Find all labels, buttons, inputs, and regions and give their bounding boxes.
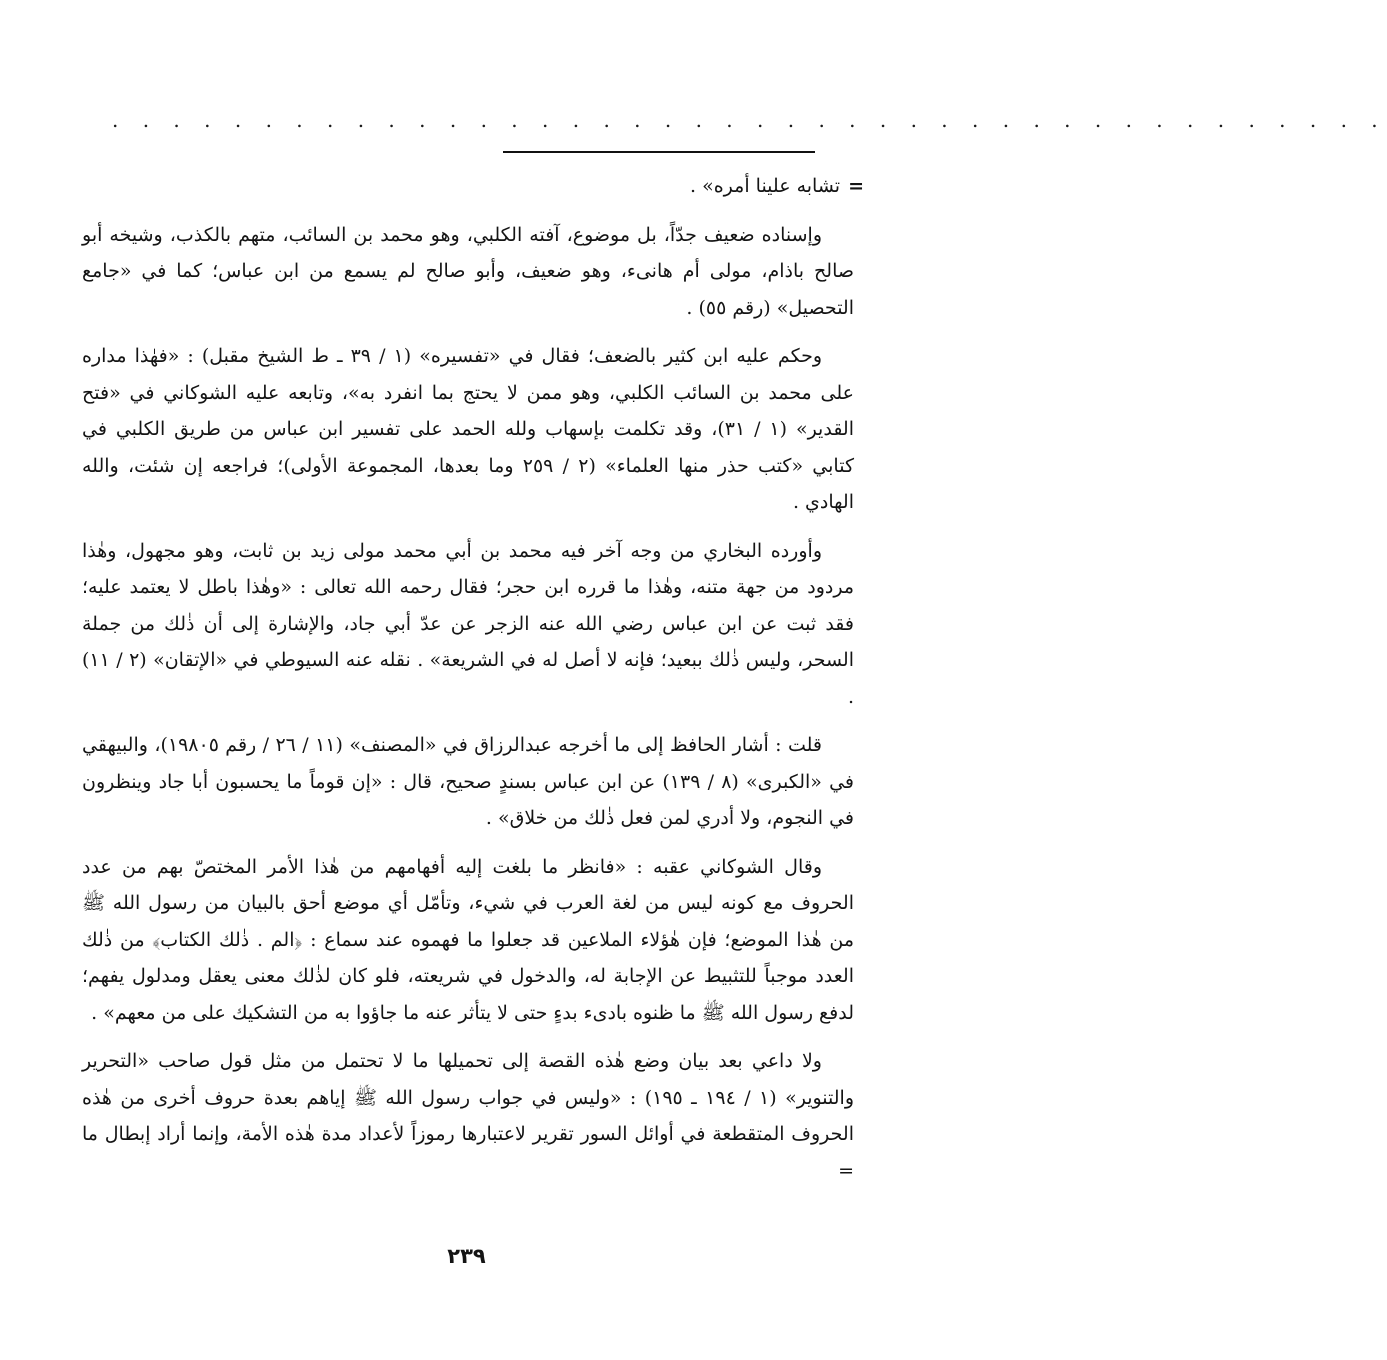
paragraph-bukhari: وأورده البخاري من وجه آخر فيه محمد بن أبي محمد مولى زيد بن ثابت، وهو مجهول، وهٰذا مردود من جهة متنه، وهٰذا ما قرره ابن حجر؛ فقال رحمه الله تعالى : «وهٰذا باطل لا يعتمد عليه؛ فقد ثبت عن ابن عباس رضي الله عنه الزجر عن عدّ أبي جاد، والإشارة إلى أن ذٰلك من جملة السحر، وليس ذٰلك ببعيد؛ فإنه لا أصل له في الشريعة» . نقله عنه السيوطي في «الإتقان» (٢ / ١١) . (82, 539, 854, 708)
continuation-text: تشابه علينا أمره» . (690, 175, 841, 197)
paragraph-abdulrazzaq: قلت : أشار الحافظ إلى ما أخرجه عبدالرزاق في «المصنف» (١١ / ٢٦ / رقم ١٩٨٠٥)، والبيهقي في «الكبرى» (٨ / ١٣٩) عن ابن عباس بسندٍ صحيح، قال : «إن قوماً ما يحسبون أبا جاد وينظرون في النجوم، ولا أدري لمن فعل ذٰلك من خلاق» . (82, 734, 854, 829)
continuation-mark: = (848, 175, 864, 197)
paragraph-isnad: وإسناده ضعيف جدّاً، بل موضوع، آفته الكلبي، وهو محمد بن السائب، متهم بالكذب، وشيخه أبو صالح باذام، مولى أم هانىء، وهو ضعيف، وأبو صالح لم يسمع من ابن عباس؛ كما في «جامع التحصيل» (رقم ٥٥) . (82, 223, 854, 319)
footnote-body (82, 168, 864, 1201)
footnote-continuation (82, 168, 864, 205)
footnote-rule (503, 151, 815, 153)
paragraph-ibn-kathir: وحكم عليه ابن كثير بالضعف؛ فقال في «تفسيره» (١ / ٣٩ ـ ط الشيخ مقبل) : «فهٰذا مداره على محمد بن السائب الكلبي، وهو ممن لا يحتج بما انفرد به»، وتابعه عليه الشوكاني في «فتح القدير» (١ / ٣١)، وقد تكلمت بإسهاب ولله الحمد على تفسير ابن عباس من طريق الكلبي في كتابي «كتب حذر منها العلماء» (٢ / ٢٥٩ وما بعدها، المجموعة الأولى)؛ فراجعه إن شئت، والله الهادي . (82, 345, 854, 513)
paragraph-shawkani: وقال الشوكاني عقبه : «فانظر ما بلغت إليه أفهامهم من هٰذا الأمر المختصّ بهم من عدد الحروف مع كونه ليس من لغة العرب في شيء، وتأمّل أي موضع أحق بالبيان من رسول الله ﷺ من هٰذا الموضع؛ فإن هٰؤلاء الملاعين قد جعلوا ما فهموه عند سماع : ﴿الم . ذٰلك الكتاب﴾ من ذٰلك العدد موجباً للتثبيط عن الإجابة له، والدخول في شريعته، فلو كان لذٰلك معنى يعقل ومدلول يفهم؛ لدفع رسول الله ﷺ ما ظنوه بادىء بدءٍ حتى لا يتأثر عنه ما جاؤوا به من التشكيك على من معهم» . (82, 855, 854, 1024)
footnote-separator-dots: . . . . . . . . . . . . . . . . . . . . . . . . . . . . . . . . . . . . . . . . . . (112, 108, 1387, 132)
page-number: ٢٣٩ (447, 1244, 486, 1268)
paragraph-tahrir: ولا داعي بعد بيان وضع هٰذه القصة إلى تحميلها ما لا تحتمل من مثل قول صاحب «التحرير والتنوير» (١ / ١٩٤ ـ ١٩٥) : «وليس في جواب رسول الله ﷺ إياهم بعدة حروف أخرى من هٰذه الحروف المتقطعة في أوائل السور تقرير لاعتبارها رموزاً لأعداد مدة هٰذه الأمة، وإنما أراد إبطال ما = (82, 1050, 855, 1182)
